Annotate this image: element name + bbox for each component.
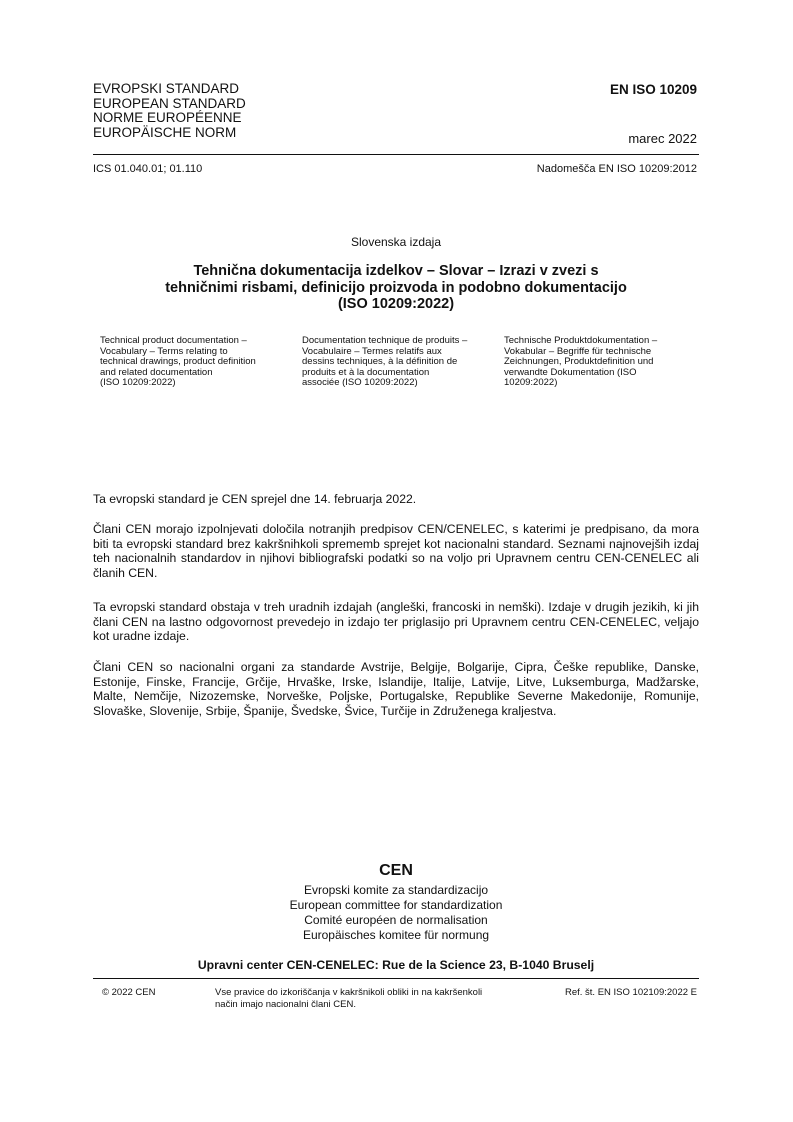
standard-name-fr: NORME EUROPÉENNE (93, 110, 242, 125)
title-english-line: (ISO 10209:2022) (100, 377, 176, 388)
title-french-line: produits et à la documentation (302, 366, 430, 378)
standard-name-de: EUROPÄISCHE NORM (93, 124, 237, 140)
member-countries-paragraph: Člani CEN so nacionalni organi za standarde Avstrije, Belgije, Bolgarije, Cipra, Češke republike, Danske, Estonije, Finske, Francije, Grčije, Hrvaške, Irske, Islandije, Italije, Latvije, Litve, Luksemburga, Madžarske, Malte, Nemčije, Nizozemske, Norveške, Poljske, Portugalske, Republike Severne Makedonije, Romunije, Slovaške, Slovenije, Srbije, Španije, Švedske, Švice, Turčije in Združenega kraljestva. (93, 660, 699, 718)
title-line: tehničnimi risbami, definicijo proizvoda in podobno dokumentacijo (165, 279, 627, 296)
title-english-line: technical drawings, product definition (100, 356, 256, 367)
title-german-line: Vokabular – Begriffe für technische (504, 345, 652, 357)
title-french (302, 336, 494, 389)
committee-names (93, 883, 699, 943)
title-french-line: dessins techniques, à la définition de (302, 356, 458, 367)
standard-names (93, 82, 246, 140)
title-german (504, 336, 696, 389)
committee-name-en: European committee for standardization (289, 898, 503, 912)
edition-label: Slovenska izdaja (350, 235, 442, 249)
title-english-line: and related documentation (100, 366, 213, 378)
official-versions-paragraph: Ta evropski standard obstaja v treh uradnih izdajah (angleški, francoski in nemški). Izdaje v drugih jezikih, ki jih člani CEN na lastno odgovornost prevedejo in izdajo ter priglasijo pri Upravnem centru CEN-CENELEC, veljajo kot uradne izdaje. (93, 600, 699, 643)
title-french-line: associée (ISO 10209:2022) (302, 377, 418, 388)
title-german-line: verwandte Dokumentation (ISO (504, 366, 637, 378)
standard-name-sl: EVROPSKI STANDARD (93, 81, 240, 96)
reference-number: Ref. št. EN ISO 102109:2022 E (564, 987, 697, 998)
title-english-line: Technical product documentation – (100, 335, 247, 346)
cen-heading: CEN (379, 862, 413, 879)
replaces-note: Nadomešča EN ISO 10209:2012 (536, 163, 697, 175)
title-line: Tehnična dokumentacija izdelkov – Slovar – Izrazi v zvezi s (193, 263, 599, 279)
title-german-line: Zeichnungen, Produktdefinition und (504, 356, 654, 367)
management-centre-address: Upravni center CEN-CENELEC: Rue de la Science 23, B-1040 Bruselj (197, 958, 595, 972)
members-obligation-paragraph: Člani CEN morajo izpolnjevati določila notranjih predpisov CEN/CENELEC, s katerimi je predpisano, da mora biti ta evropski standard brez kakršnihkoli sprememb sprejet kot nacionalni standard. Seznami najnovejših izdaj teh nacionalnih standardov in njihovi bibliografski podatki so na voljo pri Upravnem centru CEN-CENELEC ali članih CEN. (93, 522, 699, 580)
title-english-line: Vocabulary – Terms relating to (100, 345, 228, 357)
standard-number: EN ISO 10209 (609, 82, 697, 97)
ics-code: ICS 01.040.01; 01.110 (93, 163, 203, 175)
title-french-line: Vocabulaire – Termes relatifs aux (302, 345, 442, 357)
footer-divider (93, 978, 699, 979)
approval-paragraph: Ta evropski standard je CEN sprejel dne 14. februarja 2022. (93, 492, 417, 506)
title-english (100, 336, 292, 389)
document-title (93, 263, 699, 313)
title-german-line: 10209:2022) (504, 377, 558, 388)
rights-notice-line: način imajo nacionalni člani CEN. (215, 998, 356, 1010)
standard-name-en: EUROPEAN STANDARD (93, 95, 246, 111)
header-divider (93, 154, 699, 155)
title-french-line: Documentation technique de produits – (302, 335, 468, 346)
title-line: (ISO 10209:2022) (337, 296, 455, 312)
committee-name-de: Europäisches komitee für normung (302, 928, 490, 942)
committee-name-fr: Comité européen de normalisation (304, 913, 488, 927)
rights-notice-line: Vse pravice do izkoriščanja v kakršnikoli obliki in na kakršenkoli (215, 987, 483, 998)
publication-date: marec 2022 (628, 131, 697, 146)
title-german-line: Technische Produktdokumentation – (504, 335, 658, 346)
copyright-notice: © 2022 CEN (102, 987, 156, 998)
committee-name-sl: Evropski komite za standardizacijo (303, 883, 489, 897)
rights-notice (215, 987, 482, 1010)
